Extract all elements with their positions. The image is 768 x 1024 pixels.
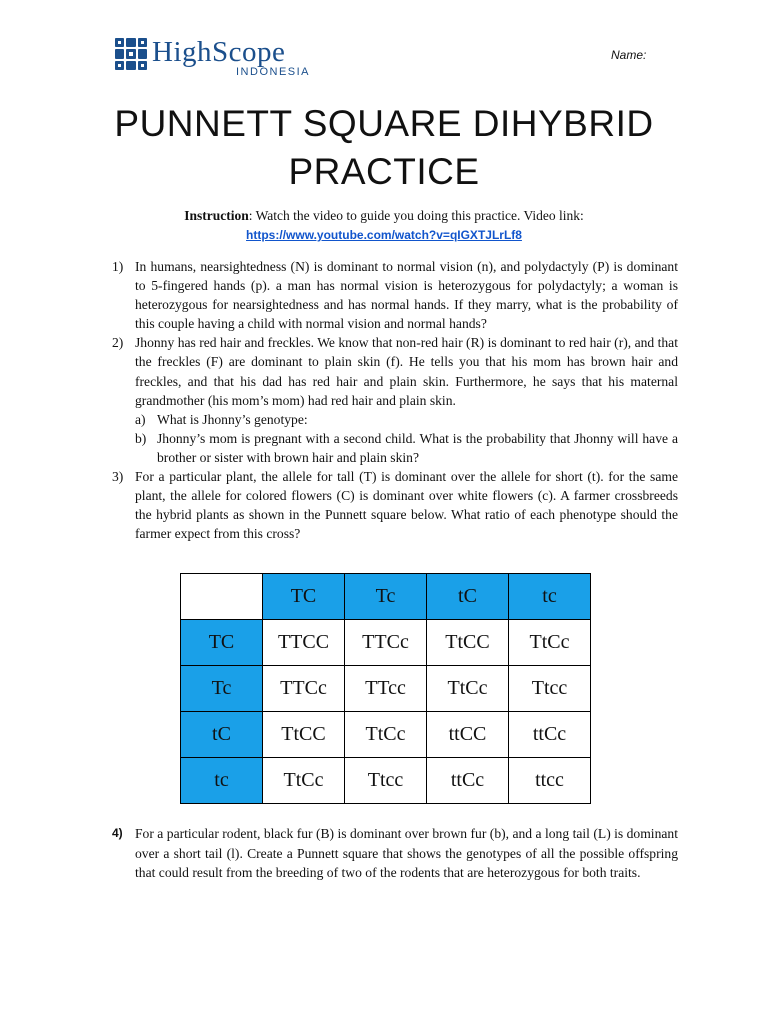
punnett-cell: ttCc — [509, 712, 591, 758]
question-text: In humans, nearsightedness (N) is dominant to normal vision (n), and polydactyly (P) is dominant to 5-fingered hands (p). a man has normal vision is heterozygous for polydactyly; a woman is heterozygous for nearsightedness and has normal hands. If they marry, what is the probability of this couple having a child with normal vision and normal hands? — [135, 259, 678, 332]
question-number: 2) — [112, 335, 124, 351]
title-line-2: PRACTICE — [288, 151, 480, 192]
punnett-cell: Ttcc — [509, 666, 591, 712]
highscope-logo — [105, 28, 330, 86]
punnett-row-header: tC — [181, 712, 263, 758]
punnett-col-header: Tc — [345, 574, 427, 620]
punnett-row-header: TC — [181, 620, 263, 666]
question-number: 4) — [112, 826, 123, 840]
punnett-cell: ttcc — [509, 758, 591, 804]
instruction-text: : Watch the video to guide you doing this practice. Video link: — [248, 208, 584, 223]
subquestion-text: What is Jhonny’s genotype: — [157, 411, 308, 427]
question-text: Jhonny has red hair and freckles. We know that non-red hair (R) is dominant to red hair (r), and that the freckles (F) are dominant to plain skin (f). He tells you that his mom has brown hair and freckles, and that his dad has red hair and plain skin. Furthermore, he says that his maternal grandmother (his mom’s mom) had red hair and plain skin. — [135, 335, 678, 408]
punnett-cell: TtCC — [263, 712, 345, 758]
question-number: 1) — [112, 259, 124, 274]
question-text: For a particular plant, the allele for tall (T) is dominant over the allele for short (t). for the same plant, the allele for colored flowers (C) is dominant over white flowers (c). A farmer crossbreeds the hybrid plants as shown in the Punnett square below. What ratio of each phenotype should the farmer expect from this cross? — [135, 469, 678, 542]
punnett-cell: TTCc — [263, 666, 345, 712]
punnett-cell: TtCc — [509, 620, 591, 666]
questions-list — [112, 257, 678, 543]
question-2b — [135, 429, 678, 467]
video-link[interactable]: https://www.youtube.com/watch?v=qIGXTJLrLf8 — [246, 228, 522, 242]
title-line-1: PUNNETT SQUARE DIHYBRID — [114, 103, 654, 144]
punnett-corner-cell — [181, 574, 263, 620]
name-label: Name: — [611, 48, 647, 62]
question-4 — [112, 824, 678, 883]
punnett-col-header: tc — [509, 574, 591, 620]
punnett-col-header: TC — [263, 574, 345, 620]
instruction — [100, 206, 668, 245]
punnett-cell: TtCc — [263, 758, 345, 804]
question-text: For a particular rodent, black fur (B) is dominant over brown fur (b), and a long tail (L) is dominant over a short tail (l). Create a Punnett square that shows the genotypes of all the possible offspring that could result from the breeding of two of the rodents that are heterozygous for both traits. — [135, 826, 678, 880]
punnett-cell: Ttcc — [345, 758, 427, 804]
question-2a — [135, 410, 678, 429]
instruction-label: Instruction — [184, 208, 249, 223]
punnett-col-header: tC — [427, 574, 509, 620]
question-3 — [112, 467, 678, 543]
question-4-body — [112, 824, 678, 883]
page-title — [0, 100, 768, 196]
punnett-row-header: Tc — [181, 666, 263, 712]
punnett-cell: TTCc — [345, 620, 427, 666]
punnett-row-header: tc — [181, 758, 263, 804]
question-1 — [112, 257, 678, 333]
logo-wordmark: HighScope — [152, 36, 286, 68]
punnett-cell: TtCc — [427, 666, 509, 712]
question-2 — [112, 333, 678, 467]
subquestion-number: a) — [135, 411, 146, 427]
subquestion-number: b) — [135, 430, 147, 446]
punnett-cell: ttCC — [427, 712, 509, 758]
subquestion-text: Jhonny’s mom is pregnant with a second child. What is the probability that Jhonny will have a brother or sister with brown hair and plain skin? — [157, 430, 678, 465]
punnett-cell: TTCC — [263, 620, 345, 666]
punnett-cell: TtCc — [345, 712, 427, 758]
punnett-cell: TTcc — [345, 666, 427, 712]
logo-mark-icon — [115, 38, 147, 70]
punnett-cell: TtCC — [427, 620, 509, 666]
question-number: 3) — [112, 469, 124, 485]
punnett-square — [180, 573, 591, 804]
logo-subtitle: INDONESIA — [236, 66, 311, 78]
punnett-cell: ttCc — [427, 758, 509, 804]
